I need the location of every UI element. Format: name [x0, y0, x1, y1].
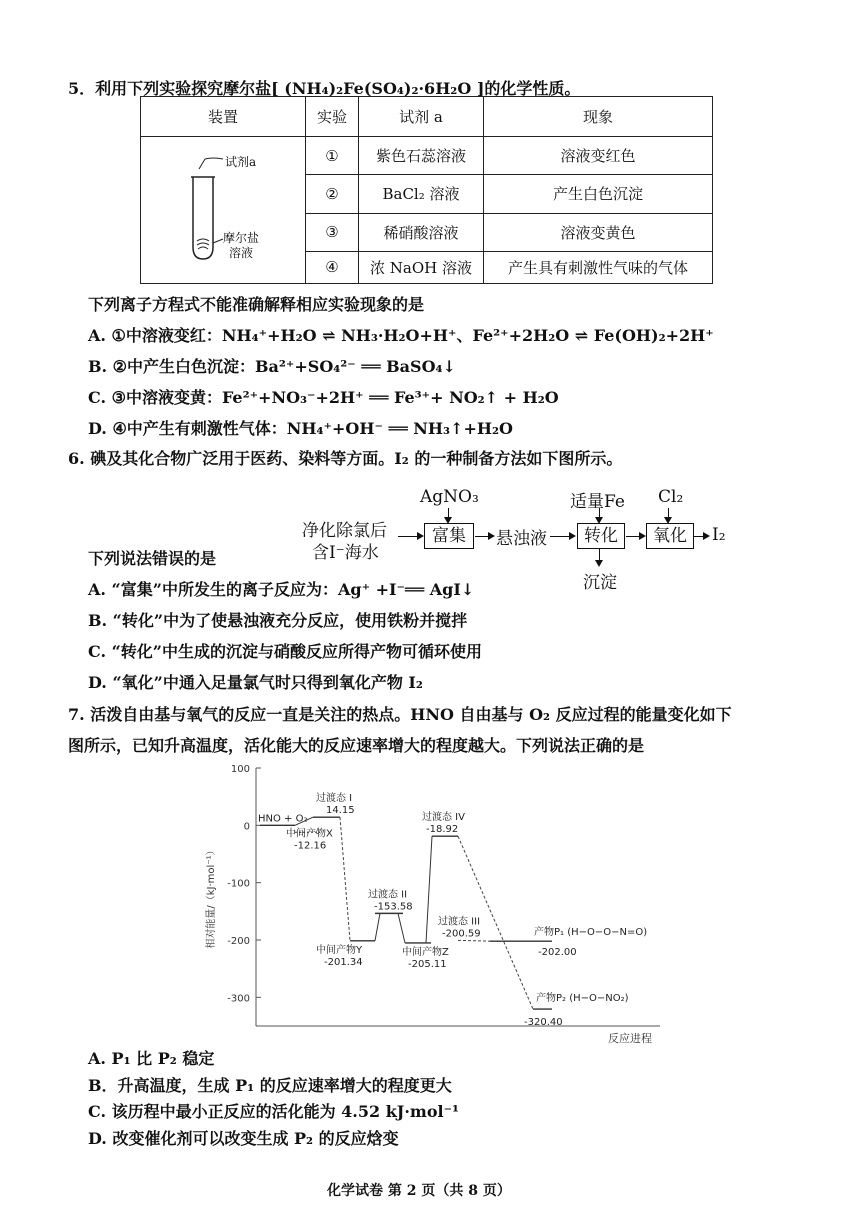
point-label: 过渡态 III — [438, 916, 481, 928]
arrow-agno3 — [448, 508, 449, 522]
flow-precipitate: 沉淀 — [583, 573, 617, 593]
q5-option-a: A. ①中溶液变红：NH₄⁺+H₂O ⇌ NH₃·H₂O+H⁺、Fe²⁺+2H₂O ⇌ Fe(OH)₂+2H⁺ — [88, 326, 714, 345]
flow-start-1: 净化除氯后 — [302, 521, 387, 541]
table-cell: ③ — [306, 213, 359, 251]
device-cell — [141, 137, 306, 284]
q5-option-d: D. ④中产生有刺激性气体：NH₄⁺+OH⁻ ══ NH₃↑+H₂O — [88, 419, 513, 438]
table-cell: 溶液变红色 — [484, 137, 713, 175]
point-label: 中间产物X — [286, 828, 333, 840]
point-label: 产物P₂ (H−O−NO₂) — [536, 993, 629, 1005]
table-header: 试剂 a — [359, 97, 484, 137]
q7-option-b: B．升高温度，生成 P₁ 的反应速率增大的程度更大 — [88, 1076, 452, 1095]
energy-diagram — [200, 756, 670, 1046]
value-label: -202.00 — [538, 947, 577, 959]
y-tick-label: -300 — [227, 993, 250, 1005]
table-cell: 产生具有刺激性气味的气体 — [484, 251, 713, 283]
arrow-fe — [599, 508, 600, 522]
y-tick-label: -100 — [227, 878, 250, 890]
table-header: 实验 — [306, 97, 359, 137]
arrow-cl2 — [668, 508, 669, 522]
point-label: HNO + O₂ — [258, 813, 308, 825]
test-tube-illustration — [141, 137, 305, 283]
q6-option-d: D. “氧化”中通入足量氯气时只得到氧化产物 I₂ — [88, 673, 423, 692]
table-header: 装置 — [141, 97, 306, 137]
y-axis-label: 相对能量/（kJ·mol⁻¹） — [206, 845, 217, 949]
arrow-to-end — [694, 536, 708, 537]
q6-option-b: B. “转化”中为了使悬浊液充分反应，使用铁粉并搅拌 — [88, 611, 468, 630]
q7-option-a: A. P₁ 比 P₂ 稳定 — [88, 1049, 215, 1068]
q5-question: 下列离子方程式不能准确解释相应实验现象的是 — [88, 295, 425, 314]
q5-stem: 5．利用下列实验探究摩尔盐[ (NH₄)₂Fe(SO₄)₂·6H₂O ]的化学性质。 — [68, 79, 581, 98]
box-enrich: 富集 — [424, 523, 474, 549]
table-header: 现象 — [484, 97, 713, 137]
value-label: -153.58 — [374, 901, 413, 913]
point-label: 中间产物Y — [316, 944, 363, 956]
path-segment — [340, 817, 350, 941]
table-cell: ② — [306, 175, 359, 213]
table-cell: 紫色石蕊溶液 — [359, 137, 484, 175]
q5-option-c: C. ③中溶液变黄：Fe²⁺+NO₃⁻+2H⁺ ══ Fe³⁺+ NO₂↑ + H₂O — [88, 388, 559, 407]
solution-label-2: 溶液 — [229, 246, 254, 260]
x-axis-label: 反应进程 — [608, 1032, 652, 1045]
table-cell: ① — [306, 137, 359, 175]
box-oxidize: 氧化 — [646, 523, 694, 549]
table-cell: 产生白色沉淀 — [484, 175, 713, 213]
flow-suspension: 悬浊液 — [496, 529, 547, 549]
q6-option-c: C. “转化”中生成的沉淀与硝酸反应所得产物可循环使用 — [88, 642, 483, 661]
flow-agno3: AgNO₃ — [420, 487, 479, 507]
point-label: 过渡态 IV — [422, 812, 465, 824]
box-convert: 转化 — [577, 523, 625, 549]
q6-option-a: A. “富集”中所发生的离子反应为：Ag⁺ +I⁻══ AgI↓ — [88, 580, 475, 599]
reagent-label: 试剂a — [225, 155, 257, 169]
flow-end: I₂ — [712, 525, 726, 545]
table-cell: 稀硝酸溶液 — [359, 213, 484, 251]
value-label: -201.34 — [324, 956, 363, 968]
path-segment — [375, 913, 380, 940]
q5-option-b: B. ②中产生白色沉淀：Ba²⁺+SO₄²⁻ ══ BaSO₄↓ — [88, 357, 456, 376]
value-label: -205.11 — [408, 958, 447, 970]
point-label: 中间产物Z — [402, 946, 449, 958]
q6-stem: 6. 碘及其化合物广泛用于医药、染料等方面。I₂ 的一种制备方法如下图所示。 — [68, 449, 623, 468]
arrow-precip — [599, 549, 600, 565]
path-segment — [398, 913, 405, 943]
point-label: 过渡态 I — [316, 793, 353, 805]
q7-stem-2: 图所示，已知升高温度，活化能大的反应速率增大的程度越大。下列说法正确的是 — [68, 736, 645, 755]
arrow-to-box2 — [550, 536, 574, 537]
q7-option-d: D. 改变催化剂可以改变生成 P₂ 的反应焓变 — [88, 1129, 399, 1148]
q5-table — [140, 96, 713, 284]
flow-fe: 适量Fe — [570, 492, 625, 512]
y-tick-label: -200 — [227, 936, 250, 947]
y-tick-label: 100 — [230, 764, 250, 775]
value-label: -320.40 — [524, 1017, 563, 1029]
value-label: 14.15 — [326, 805, 355, 817]
path-segment — [426, 836, 432, 943]
value-label: -12.16 — [294, 840, 327, 852]
table-cell: 溶液变黄色 — [484, 213, 713, 251]
flow-cl2: Cl₂ — [658, 487, 684, 507]
flow-start-2: 含I⁻海水 — [312, 543, 379, 563]
q7-stem-1: 7. 活泼自由基与氧气的反应一直是关注的热点。HNO 自由基与 O₂ 反应过程的能量变化如下 — [68, 705, 732, 724]
table-cell: ④ — [306, 251, 359, 283]
table-cell: 浓 NaOH 溶液 — [359, 251, 484, 283]
value-label: -18.92 — [426, 824, 459, 836]
y-tick-label: 0 — [243, 821, 250, 833]
path-segment — [458, 940, 490, 941]
table-cell: BaCl₂ 溶液 — [359, 175, 484, 213]
point-label: 过渡态 II — [368, 889, 408, 901]
solution-label-1: 摩尔盐 — [223, 231, 260, 245]
arrow-to-box1 — [398, 536, 422, 537]
arrow-to-box3 — [626, 536, 644, 537]
q6-question: 下列说法错误的是 — [88, 549, 217, 568]
page-footer: 化学试卷 第 2 页（共 8 页） — [327, 1183, 511, 1199]
value-label: -200.59 — [442, 928, 481, 940]
arrow-to-mid — [475, 536, 493, 537]
q7-option-c: C. 该历程中最小正反应的活化能为 4.52 kJ·mol⁻¹ — [88, 1102, 460, 1121]
point-label: 产物P₁ (H−O−O−N=O) — [534, 927, 648, 939]
